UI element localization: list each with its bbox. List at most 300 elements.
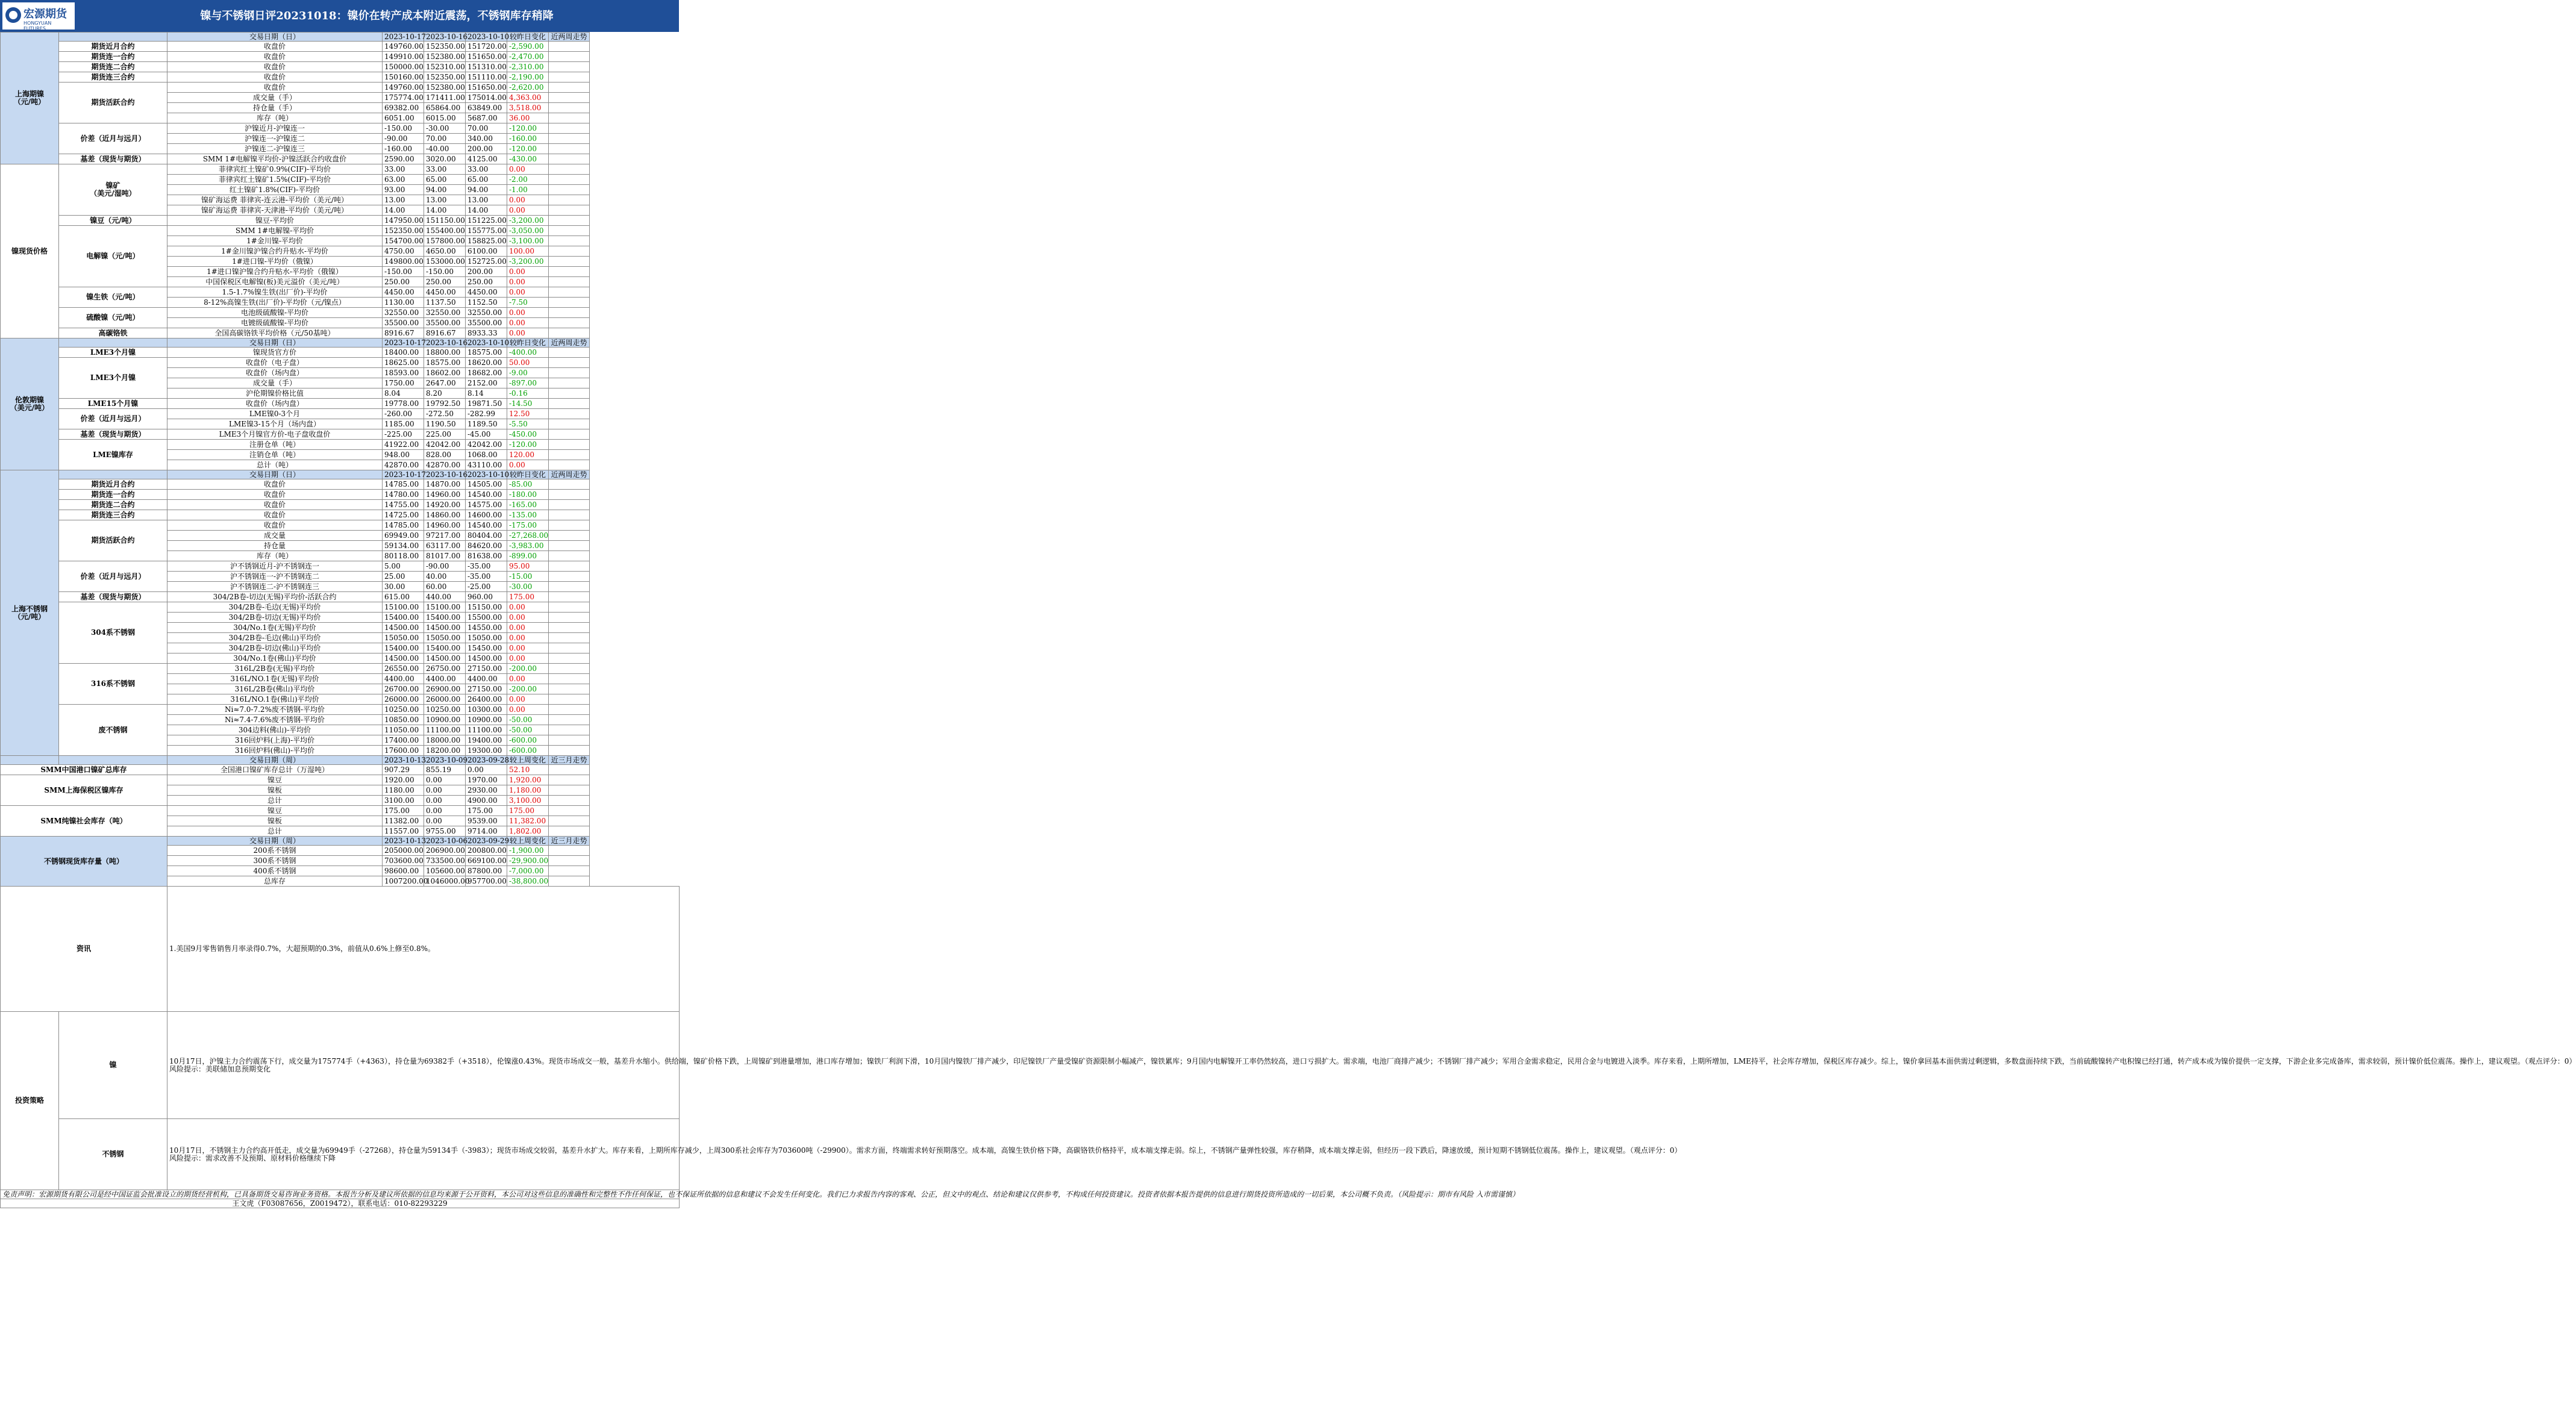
header-trend: 近两周走势 <box>549 470 590 479</box>
trend-cell <box>549 684 590 694</box>
item-label: 电镀级硫酸镍-平均价 <box>167 318 383 328</box>
trend-cell <box>549 287 590 298</box>
logo-text-en: HONGYUAN FUTURES <box>23 20 52 31</box>
trend-sparkline <box>551 226 640 235</box>
value-1: 205000.00 <box>383 846 424 856</box>
trend-cell <box>549 298 590 308</box>
strategy-ss-row <box>1 1119 680 1190</box>
change-value: -430.00 <box>507 154 549 164</box>
item-label: 注销仓单（吨） <box>167 450 383 460</box>
item-label: Ni≈7.4-7.6%废不锈钢-平均价 <box>167 715 383 725</box>
trend-cell <box>549 500 590 510</box>
trend-cell <box>549 429 590 440</box>
change-value: -600.00 <box>507 735 549 746</box>
trend-cell <box>549 134 590 144</box>
value-3: 8.14 <box>466 388 507 399</box>
value-3: 200.00 <box>466 144 507 154</box>
value-3: 200800.00 <box>466 846 507 856</box>
table-row <box>1 500 680 510</box>
sub-group-label: 期货连一合约 <box>59 490 167 500</box>
item-label: 304/2B卷-毛边(佛山)平均价 <box>167 633 383 643</box>
value-1: 11382.00 <box>383 816 424 826</box>
value-1: 149760.00 <box>383 42 424 52</box>
header-date-2: 2023-10-16 <box>424 33 466 42</box>
value-1: 149800.00 <box>383 257 424 267</box>
item-label: 400系不锈钢 <box>167 866 383 876</box>
item-label: 沪镍连一-沪镍连二 <box>167 134 383 144</box>
trend-cell <box>549 460 590 470</box>
trend-sparkline <box>551 866 640 876</box>
change-value: 0.00 <box>507 613 549 623</box>
trend-cell <box>549 226 590 236</box>
value-3: 27150.00 <box>466 684 507 694</box>
item-label: LME镍0-3个月 <box>167 409 383 419</box>
header-date-2: 2023-10-16 <box>424 338 466 348</box>
header-change: 较昨日变化 <box>507 338 549 348</box>
header-date-label: 交易日期（日） <box>167 338 383 348</box>
change-value: 0.00 <box>507 195 549 205</box>
change-value: 0.00 <box>507 287 549 298</box>
header-trend: 近三月走势 <box>549 837 590 846</box>
table-row <box>1 72 680 83</box>
company-logo <box>2 2 75 30</box>
section-group-label: 上海期镍 （元/吨） <box>1 33 59 164</box>
change-value: -85.00 <box>507 479 549 490</box>
trend-sparkline <box>551 705 640 714</box>
table-row <box>1 83 680 93</box>
header-change: 较昨日变化 <box>507 33 549 42</box>
value-1: 13.00 <box>383 195 424 205</box>
value-2: 14920.00 <box>424 500 466 510</box>
change-value: -27,268.00 <box>507 531 549 541</box>
value-2: 14960.00 <box>424 520 466 531</box>
value-3: 14550.00 <box>466 623 507 633</box>
item-label: 316L/2B卷(无锡)平均价 <box>167 664 383 674</box>
sub-group-label: 期货活跃合约 <box>59 83 167 123</box>
change-value: -200.00 <box>507 664 549 674</box>
item-label: 镍现货官方价 <box>167 348 383 358</box>
change-value: 50.00 <box>507 358 549 368</box>
sub-group-label: LME15个月镍 <box>59 399 167 409</box>
value-2: 65864.00 <box>424 103 466 113</box>
value-1: 15400.00 <box>383 613 424 623</box>
value-2: 3020.00 <box>424 154 466 164</box>
item-label: 成交量 <box>167 531 383 541</box>
value-2: 152310.00 <box>424 62 466 72</box>
value-3: 15150.00 <box>466 602 507 613</box>
strategy-ss-text <box>167 1119 1682 1190</box>
value-2: 42870.00 <box>424 460 466 470</box>
value-3: 151650.00 <box>466 83 507 93</box>
value-2: 97217.00 <box>424 531 466 541</box>
change-value: -7.50 <box>507 298 549 308</box>
trend-sparkline <box>551 785 640 795</box>
change-value: -1.00 <box>507 185 549 195</box>
item-label: 全国高碳铬铁平均价格（元/50基吨） <box>167 328 383 338</box>
value-1: 4750.00 <box>383 246 424 257</box>
value-2: 65.00 <box>424 175 466 185</box>
item-label: LME3个月镍官方价-电子盘收盘价 <box>167 429 383 440</box>
value-3: 10900.00 <box>466 715 507 725</box>
trend-sparkline <box>551 520 640 530</box>
header-change: 较上周变化 <box>507 837 549 846</box>
trend-cell <box>549 602 590 613</box>
value-1: 615.00 <box>383 592 424 602</box>
value-1: 8916.67 <box>383 328 424 338</box>
trend-sparkline <box>551 113 640 123</box>
value-1: 1180.00 <box>383 785 424 796</box>
header-date-2: 2023-10-16 <box>424 470 466 479</box>
value-3: 669100.00 <box>466 856 507 866</box>
sub-group-label: 期货近月合约 <box>59 42 167 52</box>
item-label: 收盘价 <box>167 83 383 93</box>
analyst-contact: 王文虎（F03087656，Z0019472），联系电话：010-82293229 <box>1 1199 680 1208</box>
table-row <box>1 287 680 298</box>
change-value: -9.00 <box>507 368 549 378</box>
trend-sparkline <box>551 348 640 357</box>
value-1: 14500.00 <box>383 623 424 633</box>
header-date-label: 交易日期（周） <box>167 837 383 846</box>
item-label: 304/2B卷-切边(无锡)平均价 <box>167 613 383 623</box>
trend-sparkline <box>551 826 640 836</box>
sub-group-label: 304系不锈钢 <box>59 602 167 664</box>
news-text: 1.美国9月零售销售月率录得0.7%，大超预期的0.3%，前值从0.6%上修至0.8%。 <box>167 887 680 1012</box>
value-2: 14500.00 <box>424 653 466 664</box>
value-1: 69382.00 <box>383 103 424 113</box>
trend-sparkline <box>551 592 640 602</box>
sub-group-label: 期货近月合约 <box>59 479 167 490</box>
trend-sparkline <box>551 572 640 581</box>
value-2: -272.50 <box>424 409 466 419</box>
value-2: 6015.00 <box>424 113 466 123</box>
trend-sparkline <box>551 602 640 612</box>
trend-sparkline <box>551 500 640 510</box>
section-group-label: 上海不锈钢 （元/吨） <box>1 470 59 756</box>
value-3: -35.00 <box>466 561 507 572</box>
value-1: 10250.00 <box>383 705 424 715</box>
value-3: 26400.00 <box>466 694 507 705</box>
value-1: 14785.00 <box>383 479 424 490</box>
change-value: -29,900.00 <box>507 856 549 866</box>
news-label: 资讯 <box>1 887 167 1012</box>
trend-cell <box>549 541 590 551</box>
value-1: 8.04 <box>383 388 424 399</box>
item-label: 收盘价 <box>167 490 383 500</box>
value-3: 18620.00 <box>466 358 507 368</box>
value-2: 10900.00 <box>424 715 466 725</box>
item-label: Ni≈7.0-7.2%废不锈钢-平均价 <box>167 705 383 715</box>
value-2: 4400.00 <box>424 674 466 684</box>
trend-sparkline <box>551 378 640 388</box>
header-trend: 近三月走势 <box>549 756 590 765</box>
trend-sparkline <box>551 440 640 449</box>
item-label: 沪镍近月-沪镍连一 <box>167 123 383 134</box>
value-2: 828.00 <box>424 450 466 460</box>
header-date-2: 2023-10-09 <box>424 756 466 765</box>
change-value: -50.00 <box>507 715 549 725</box>
value-3: 65.00 <box>466 175 507 185</box>
table-row <box>1 409 680 419</box>
value-2: -30.00 <box>424 123 466 134</box>
trend-sparkline <box>551 429 640 439</box>
value-2: 152350.00 <box>424 72 466 83</box>
value-3: 19300.00 <box>466 746 507 756</box>
value-1: 150000.00 <box>383 62 424 72</box>
value-1: 19778.00 <box>383 399 424 409</box>
value-3: 250.00 <box>466 277 507 287</box>
change-value: -200.00 <box>507 684 549 694</box>
value-2: 8.20 <box>424 388 466 399</box>
item-label: 收盘价（场内盘） <box>167 368 383 378</box>
disclaimer-text: 免责声明：宏源期货有限公司是经中国证监会批准设立的期货经营机构，已具备期货交易咨询业务资格。本报告分析及建议所依据的信息均来源于公开资料，本公司对这些信息的准确性和完整性不作任何保证，也不保证所依据的信息和建议不会发生任何变化。我们已力求报告内容的客观、公正，但文中的观点、结论和建议仅供参考，不构成任何投资建议。投资者依据本报告提供的信息进行期货投资所造成的一切后果，本公司概不负责。（风险提示：期市有风险 入市需谨慎） <box>1 1190 680 1199</box>
trend-sparkline <box>551 806 640 816</box>
value-3: 14540.00 <box>466 490 507 500</box>
item-label: 304/2B卷-毛边(无锡)平均价 <box>167 602 383 613</box>
sub-group-label: 期货活跃合约 <box>59 520 167 561</box>
value-2: 0.00 <box>424 796 466 806</box>
trend-cell <box>549 746 590 756</box>
trend-cell <box>549 633 590 643</box>
change-value: -3,983.00 <box>507 541 549 551</box>
value-1: 18400.00 <box>383 348 424 358</box>
value-3: 14600.00 <box>466 510 507 520</box>
value-3: 151720.00 <box>466 42 507 52</box>
trend-cell <box>549 582 590 592</box>
trend-sparkline <box>551 796 640 805</box>
change-value: -120.00 <box>507 440 549 450</box>
column-header-row <box>1 470 680 479</box>
value-3: 42042.00 <box>466 440 507 450</box>
item-label: 1#金川镍沪镍合约升贴水-平均价 <box>167 246 383 257</box>
trend-sparkline <box>551 490 640 499</box>
change-value: 0.00 <box>507 705 549 715</box>
value-3: 19400.00 <box>466 735 507 746</box>
item-label: 1#进口镍沪镍合约升贴水-平均价（俄镍） <box>167 267 383 277</box>
item-label: 菲律宾红土镍矿0.9%(CIF)-平均价 <box>167 164 383 175</box>
trend-cell <box>549 154 590 164</box>
value-3: 0.00 <box>466 765 507 775</box>
trend-cell <box>549 876 590 887</box>
value-3: 1068.00 <box>466 450 507 460</box>
trend-sparkline <box>551 419 640 429</box>
trend-cell <box>549 806 590 816</box>
value-1: 42870.00 <box>383 460 424 470</box>
header-trend: 近两周走势 <box>549 33 590 42</box>
trend-cell <box>549 318 590 328</box>
value-2: 152350.00 <box>424 42 466 52</box>
value-1: 17600.00 <box>383 746 424 756</box>
item-label: 收盘价 <box>167 510 383 520</box>
trend-cell <box>549 246 590 257</box>
value-2: 18200.00 <box>424 746 466 756</box>
trend-sparkline <box>551 267 640 276</box>
item-label: 300系不锈钢 <box>167 856 383 866</box>
value-3: 8933.33 <box>466 328 507 338</box>
trend-sparkline <box>551 510 640 520</box>
value-1: 3100.00 <box>383 796 424 806</box>
change-value: 0.00 <box>507 460 549 470</box>
sub-group-label: 电解镍（元/吨） <box>59 226 167 287</box>
table-row <box>1 358 680 368</box>
trend-sparkline <box>551 42 640 51</box>
trend-cell <box>549 103 590 113</box>
item-label: 1#金川镍-平均价 <box>167 236 383 246</box>
ss-inventory-group-label: 不锈钢现货库存量（吨） <box>1 837 167 887</box>
trend-sparkline <box>551 460 640 470</box>
table-row <box>1 164 680 175</box>
change-value: 0.00 <box>507 328 549 338</box>
change-value: 1,802.00 <box>507 826 549 837</box>
item-label: 镍豆 <box>167 806 383 816</box>
value-1: 26700.00 <box>383 684 424 694</box>
trend-cell <box>549 816 590 826</box>
change-value: -175.00 <box>507 520 549 531</box>
value-1: 32550.00 <box>383 308 424 318</box>
change-value: 1,180.00 <box>507 785 549 796</box>
value-3: 175014.00 <box>466 93 507 103</box>
trend-sparkline <box>551 318 640 328</box>
trend-cell <box>549 409 590 419</box>
strategy-label: 投资策略 <box>1 1012 59 1190</box>
disclaimer-row <box>1 1190 680 1199</box>
change-value: -600.00 <box>507 746 549 756</box>
logo-mark-icon <box>5 7 21 23</box>
header-blank <box>59 338 167 348</box>
news-row <box>1 887 680 1012</box>
value-3: 63849.00 <box>466 103 507 113</box>
value-1: -225.00 <box>383 429 424 440</box>
value-2: 440.00 <box>424 592 466 602</box>
trend-cell <box>549 705 590 715</box>
change-value: 11,382.00 <box>507 816 549 826</box>
change-value: 52.10 <box>507 765 549 775</box>
item-label: 电池级硫酸镍-平均价 <box>167 308 383 318</box>
strategy-nickel-row <box>1 1012 680 1119</box>
trend-sparkline <box>551 613 640 622</box>
header-date-1: 2023-10-17 <box>383 33 424 42</box>
value-1: 30.00 <box>383 582 424 592</box>
value-1: 93.00 <box>383 185 424 195</box>
change-value: -7,000.00 <box>507 866 549 876</box>
value-1: 18593.00 <box>383 368 424 378</box>
value-1: 18625.00 <box>383 358 424 368</box>
table-row <box>1 216 680 226</box>
value-3: 151225.00 <box>466 216 507 226</box>
trend-sparkline <box>551 52 640 61</box>
trend-cell <box>549 358 590 368</box>
change-value: -897.00 <box>507 378 549 388</box>
change-value: -3,100.00 <box>507 236 549 246</box>
item-label: 304/No.1卷(无锡)平均价 <box>167 623 383 633</box>
trend-cell <box>549 765 590 775</box>
trend-cell <box>549 866 590 876</box>
value-1: 948.00 <box>383 450 424 460</box>
value-3: 84620.00 <box>466 541 507 551</box>
column-header-row <box>1 756 680 765</box>
value-1: -90.00 <box>383 134 424 144</box>
value-3: 957700.00 <box>466 876 507 887</box>
trend-cell <box>549 195 590 205</box>
item-label: 菲律宾红土镍矿1.5%(CIF)-平均价 <box>167 175 383 185</box>
item-label: 镍豆-平均价 <box>167 216 383 226</box>
item-label: 1.5-1.7%镍生铁(出厂价)-平均价 <box>167 287 383 298</box>
trend-sparkline <box>551 287 640 297</box>
trend-sparkline <box>551 236 640 246</box>
item-label: 沪伦期镍价格比值 <box>167 388 383 399</box>
trend-cell <box>549 796 590 806</box>
value-2: 2647.00 <box>424 378 466 388</box>
trend-sparkline <box>551 205 640 215</box>
column-header-row <box>1 33 680 42</box>
value-2: 70.00 <box>424 134 466 144</box>
trend-sparkline <box>551 298 640 307</box>
item-label: 收盘价 <box>167 479 383 490</box>
item-label: 316L/2B卷(佛山)平均价 <box>167 684 383 694</box>
table-row <box>1 664 680 674</box>
change-value: 0.00 <box>507 653 549 664</box>
value-3: 43110.00 <box>466 460 507 470</box>
value-1: 4400.00 <box>383 674 424 684</box>
value-1: 1007200.00 <box>383 876 424 887</box>
item-label: 成交量（手） <box>167 93 383 103</box>
value-1: 17400.00 <box>383 735 424 746</box>
value-2: -150.00 <box>424 267 466 277</box>
value-2: 153000.00 <box>424 257 466 267</box>
value-3: 13.00 <box>466 195 507 205</box>
value-1: 6051.00 <box>383 113 424 123</box>
value-1: 15050.00 <box>383 633 424 643</box>
trend-cell <box>549 93 590 103</box>
value-3: 4450.00 <box>466 287 507 298</box>
trend-sparkline <box>551 816 640 826</box>
value-2: 152380.00 <box>424 83 466 93</box>
table-row <box>1 348 680 358</box>
trend-sparkline <box>551 328 640 338</box>
value-3: 1970.00 <box>466 775 507 785</box>
item-label: 316回炉料(佛山)-平均价 <box>167 746 383 756</box>
item-label: 收盘价 <box>167 52 383 62</box>
item-label: 镍板 <box>167 816 383 826</box>
change-value: 0.00 <box>507 602 549 613</box>
change-value: 0.00 <box>507 267 549 277</box>
value-1: 250.00 <box>383 277 424 287</box>
value-3: 4125.00 <box>466 154 507 164</box>
value-3: 18682.00 <box>466 368 507 378</box>
value-2: 19792.50 <box>424 399 466 409</box>
trend-cell <box>549 856 590 866</box>
value-3: 11100.00 <box>466 725 507 735</box>
sub-group-label: 期货连二合约 <box>59 62 167 72</box>
item-label: SMM 1#电解镍平均价-沪镍活跃合约收盘价 <box>167 154 383 164</box>
trend-sparkline <box>551 479 640 489</box>
value-2: 151150.00 <box>424 216 466 226</box>
value-1: 14500.00 <box>383 653 424 664</box>
value-3: 5687.00 <box>466 113 507 123</box>
value-1: 69949.00 <box>383 531 424 541</box>
change-value: -15.00 <box>507 572 549 582</box>
inventory-group-label: SMM上海保税区镍库存 <box>1 775 167 806</box>
trend-sparkline <box>551 154 640 164</box>
change-value: 0.00 <box>507 674 549 684</box>
change-value: -14.50 <box>507 399 549 409</box>
trend-sparkline <box>551 450 640 460</box>
value-1: 26550.00 <box>383 664 424 674</box>
change-value: 175.00 <box>507 592 549 602</box>
header-date-3: 2023-10-10 <box>466 470 507 479</box>
header-date-label: 交易日期（日） <box>167 470 383 479</box>
table-row <box>1 62 680 72</box>
value-3: 158825.00 <box>466 236 507 246</box>
